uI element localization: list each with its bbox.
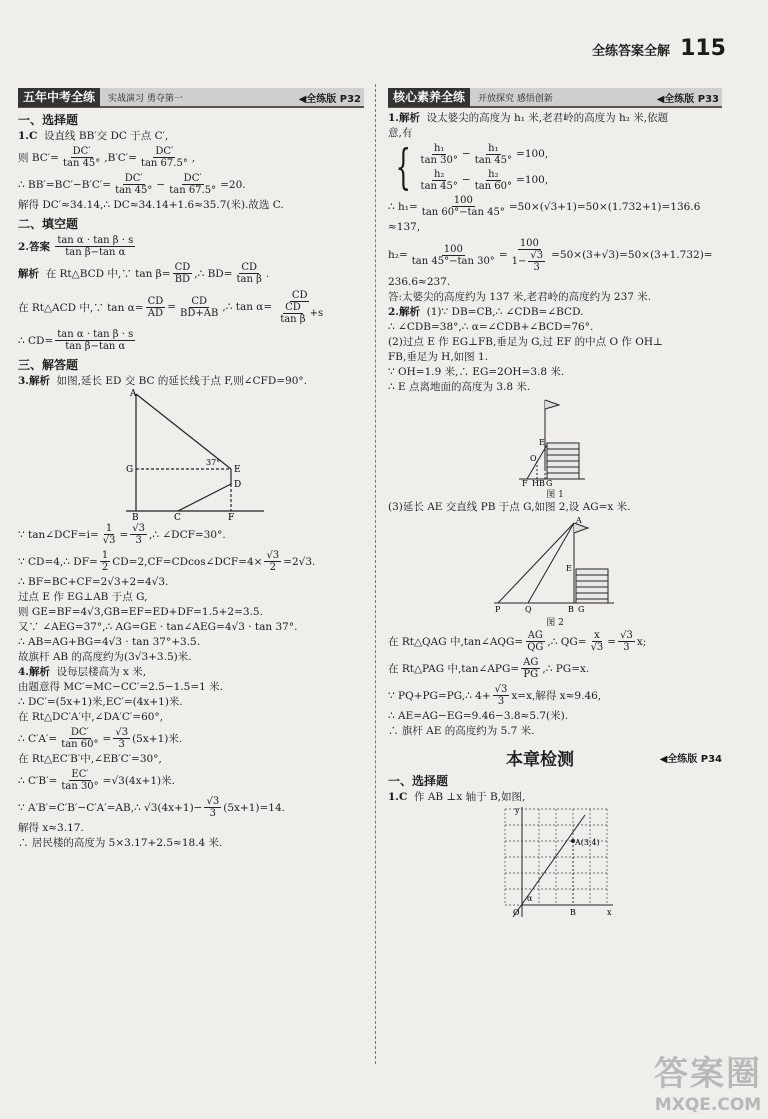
chapter-page-ref: ◀全练版 P34 (659, 754, 722, 765)
q4-line: ∴ 居民楼的高度为 5×3.17+2.5≈18.4 米. (18, 837, 223, 849)
q1-equation: 则 BC′= $\frac{DC'}{\tan 45^\circ}$ ,B′C′= $\frac{DC'}{\tan 67.5^\circ}$ , (18, 146, 196, 169)
label-x: x (607, 908, 612, 917)
page-number: 115 (680, 36, 726, 61)
r-q1-line: 1.解析 设太婆尖的高度为 h₁ 米,老君岭的高度为 h₂ 米,依题 (388, 112, 669, 124)
q4-line: 在 Rt△EC′B′中,∠EB′C′=30°, (18, 753, 162, 765)
column-divider (375, 84, 376, 1064)
r-q1-equation: ∴ h₁= $\frac{100}{\tan 60^\circ-\tan 45^\circ}$ =50×(√3+1)=50×(1.732+1)=136.6 (388, 195, 701, 218)
section-heading: 一、选择题 (18, 113, 79, 127)
label-B: B (539, 479, 545, 487)
label-A: A(3,4) (575, 838, 600, 847)
section-heading: 二、填空题 (18, 217, 79, 231)
label-D: D (234, 480, 242, 490)
label-G: G (546, 479, 553, 487)
equation-system: { $\frac{\text{h₁}}{\tan 30^\circ}$ − $\frac{\text{h₁}}{\tan 45^\circ}$ =100, $\frac{\text{h₂}}{\tan 45^\circ}$ − $\frac{\text{h₂}}{\tan 60^\circ}$ =100, (395, 139, 549, 195)
r-q2-equation: 在 Rt△QAG 中,tan∠AQG= $\frac{AG}{QG}$ ,∴ QG= $\frac{x}{√3}$ = $\frac{√3}{3}$ x; (388, 630, 647, 653)
q1-line: 解得 DC′≈34.14,∴ DC≈34.14+1.6≈35.7(米).故选 C. (18, 199, 284, 211)
label-E: E (539, 438, 545, 447)
q2-answer: 2.答案 $\frac{\text{tan α · tan β · s}}{\text{tan β−tan α}}$ (18, 235, 134, 258)
q3-figure (116, 389, 266, 521)
banner-slogan: 开放探究 感悟创新 (478, 93, 553, 104)
banner-page-ref: ◀全练版 P33 (656, 93, 719, 105)
label-O: O (530, 454, 537, 463)
q2-equation: 解析 在 Rt△BCD 中,∵ tan β= $\frac{CD}{BD}$ ,∴ BD= $\frac{CD}{\text{tan β}}$ . (18, 262, 270, 285)
r-q2-equation: ∵ PQ+PG=PG,∴ 4+ $\frac{√3}{3}$ x=x,解得 x≈9.46, (388, 684, 602, 707)
label-B: B (132, 513, 139, 521)
label-H: H (532, 479, 539, 487)
label-B: B (568, 605, 574, 614)
q3-line: 则 GE=BF=4√3,GB=EF=ED+DF=1.5+2=3.5. (18, 606, 263, 618)
banner-page-ref: ◀全练版 P32 (298, 93, 361, 105)
q1-equation: ∴ BB′=BC′−B′C′= $\frac{DC'}{\tan 45^\circ}$ − $\frac{DC'}{\tan 67.5^\circ}$ =20. (18, 173, 246, 196)
watermark-url: MXQE.COM (654, 1095, 762, 1115)
header-label: 全练答案全解 (592, 44, 671, 59)
label-y: y (515, 806, 520, 815)
r-q1-line: ≈137, (388, 221, 421, 233)
q2-equation: 在 Rt△ACD 中,∵ tan α= $\frac{CD}{AD}$ = $\frac{CD}{BD+AB}$ ,∴ tan α= CD $\frac{CD}{\text{tan β}}$ +s (18, 289, 324, 325)
label-P: P (495, 605, 501, 614)
r-q2-line: ∴ 旗杆 AE 的高度约为 5.7 米. (388, 725, 535, 737)
banner-title: 核心素养全练 (388, 88, 470, 107)
q1-line: 1.C 设直线 BB′交 DC 于点 C′, (18, 130, 169, 142)
r-q2-line: FB,垂足为 H,如图 1. (388, 351, 489, 363)
q2-equation: ∴ CD= $\frac{\text{tan α · tan β · s}}{\text{tan β−tan α}}$ (18, 329, 134, 352)
left-column (18, 88, 364, 851)
q4-line: 由题意得 MC′=MC−CC′=2.5−1.5=1 米. (18, 681, 223, 693)
angle-label: 37° (206, 458, 221, 467)
label-C: C (174, 513, 181, 521)
label-G: G (126, 465, 134, 475)
figure-1-caption: 图 1 (546, 490, 564, 500)
r-q2-line: 2.解析 (1)∵ DB=CB,∴ ∠CDB=∠BCD. (388, 306, 584, 318)
q4-equation: ∵ A′B′=C′B′−C′A′=AB,∴ √3(4x+1)− $\frac{√3}{3}$ (5x+1)=14. (18, 796, 285, 819)
q3-line: 过点 E 作 EG⊥AB 于点 G, (18, 591, 148, 603)
r-q2-line: ∴ E 点离地面的高度为 3.8 米. (388, 381, 531, 393)
r-q1-equation: h₂= $\frac{100}{\tan 45^\circ-\tan 30^\circ}$ = 100 1− $\frac{√3}{3}$ =50×(3+√3)=50×(3+1.732)= (388, 237, 713, 273)
label-alpha: α (527, 894, 533, 903)
figure-2 (490, 515, 620, 615)
page-header (592, 36, 726, 61)
r-q1-line: 236.6≈237. (388, 276, 451, 288)
r-q2-equation: 在 Rt△PAG 中,tan∠APG= $\frac{AG}{PG}$ ,∴ PG=x. (388, 657, 590, 680)
q4-equation: ∴ C′B′= $\frac{EC'}{\tan 30^\circ}$ =√3(4x+1)米. (18, 769, 175, 792)
label-F: F (522, 479, 528, 487)
section-heading: 一、选择题 (388, 774, 449, 788)
q3-equation: ∵ CD=4,∴ DF= $\frac{1}{2}$ CD=2,CF=CDcos∠DCF=4× $\frac{√3}{2}$ =2√3. (18, 550, 316, 573)
r-q2-line: ∵ OH=1.9 米,∴ EG=2OH=3.8 米. (388, 366, 565, 378)
r-q2-line: (2)过点 E 作 EG⊥FB,垂足为 G,过 EF 的中点 O 作 OH⊥ (388, 336, 663, 348)
section-banner (388, 88, 722, 108)
label-B: B (570, 908, 576, 917)
label-Q: Q (525, 605, 532, 614)
chapter-title: 本章检测 (506, 750, 574, 770)
grid-figure (495, 805, 615, 921)
section-banner (18, 88, 364, 108)
q3-equation: ∵ tan∠DCF=i= $\frac{1}{√3}$ = $\frac{√3}{3}$ ,∴ ∠DCF=30°. (18, 523, 226, 546)
q4-line: 4.解析 设每层楼高为 x 米, (18, 666, 147, 678)
r-q1-line: 意,有 (388, 127, 413, 139)
label-F: F (228, 513, 235, 521)
banner-title: 五年中考全练 (18, 88, 100, 107)
label-E: E (566, 564, 572, 573)
r-q3-line: 1.C 作 AB ⊥x 轴于 B,如图, (388, 791, 526, 803)
watermark-text: 答案圈 (654, 1054, 762, 1094)
label-A: A (130, 389, 137, 399)
section-heading: 三、解答题 (18, 358, 79, 372)
label-O: O (513, 908, 520, 917)
q3-line: 3.解析 如图,延长 ED 交 BC 的延长线于点 F,则∠CFD=90°. (18, 375, 307, 387)
r-q1-line: 答:太婆尖的高度约为 137 米,老君岭的高度约为 237 米. (388, 291, 652, 303)
r-q2-line: ∴ ∠CDB=38°,∴ α=∠CDB+∠BCD=76°. (388, 321, 594, 333)
watermark (654, 1046, 762, 1115)
q3-line: 又∵ ∠AEG=37°,∴ AG=GE · tan∠AEG=4√3 · tan 37°. (18, 621, 298, 633)
label-E: E (234, 465, 241, 475)
q4-line: 解得 x≈3.17. (18, 822, 84, 834)
banner-slogan: 实战演习 勇夺第一 (108, 93, 183, 104)
right-column (388, 88, 722, 921)
q4-equation: ∴ C′A′= $\frac{DC'}{\tan 60^\circ}$ = $\frac{√3}{3}$ (5x+1)米. (18, 727, 183, 750)
q3-line: 故旗杆 AB 的高度约为(3√3+3.5)米. (18, 651, 192, 663)
label-A: A (576, 516, 582, 525)
chapter-heading (388, 745, 722, 770)
q4-line: 在 Rt△DC′A′中,∠DA′C′=60°, (18, 711, 164, 723)
q3-line: ∴ BF=BC+CF=2√3+2=4√3. (18, 576, 169, 588)
r-q2-line: (3)延长 AE 交直线 PB 于点 G,如图 2,设 AG=x 米. (388, 501, 631, 513)
figure-1 (505, 395, 605, 487)
q4-line: ∴ DC′=(5x+1)米,EC′=(4x+1)米. (18, 696, 183, 708)
r-q2-line: ∴ AE=AG−EG=9.46−3.8≈5.7(米). (388, 710, 569, 722)
figure-2-caption: 图 2 (546, 618, 564, 628)
q3-line: ∴ AB=AG+BG=4√3 · tan 37°+3.5. (18, 636, 201, 648)
label-G: G (578, 605, 585, 614)
